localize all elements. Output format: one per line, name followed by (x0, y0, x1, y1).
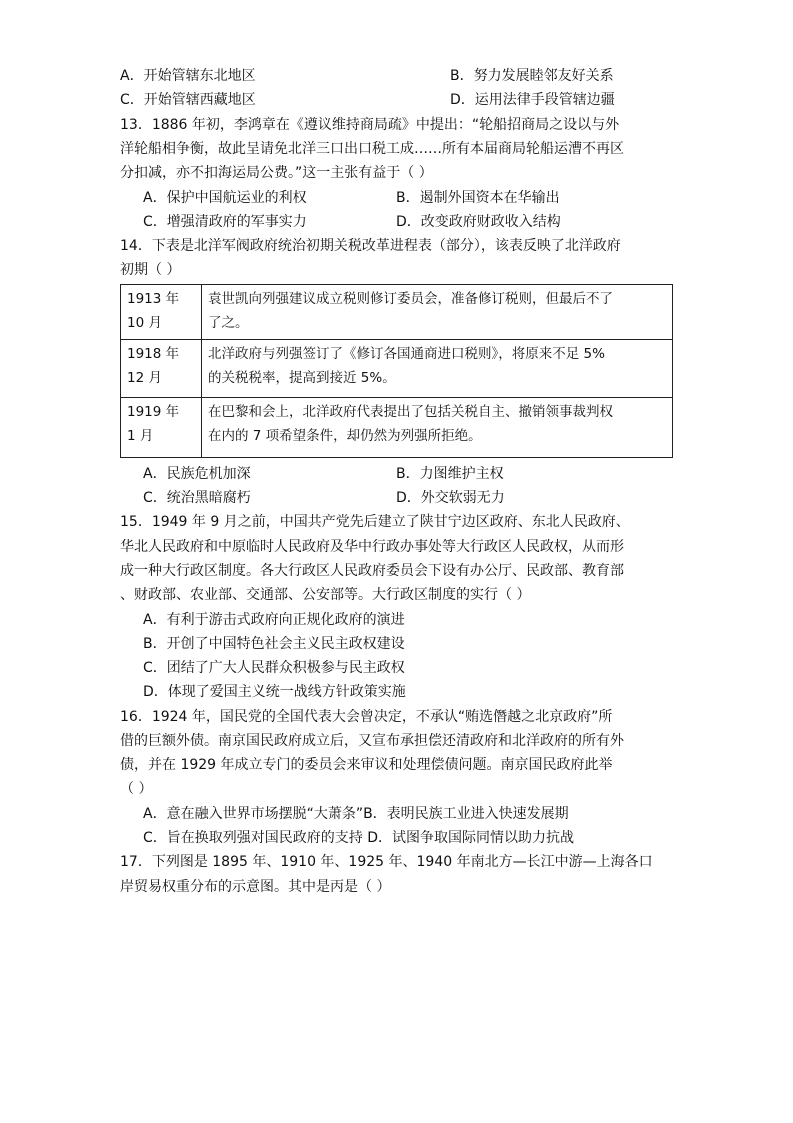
q17-stem-line-1: 17．下列图是 1895 年、1910 年、1925 年、1940 年南北方—长江中游—上海各口 (120, 854, 653, 870)
q16-options-ab: A．意在融入世界市场摆脱“大萧条”B．表明民族工业进入快速发展期 (143, 806, 569, 822)
q13-option-c: C．增强清政府的军事实力 (143, 214, 307, 230)
q15-stem-line-4: 、财政部、农业部、交通部、公安部等。大行政区制度的实行（ ） (120, 587, 531, 603)
q16-stem-line-3: 债，并在 1929 年成立专门的委员会来审议和处理偿债问题。南京国民政府此举 (120, 757, 613, 773)
q14-option-c: C．统治黑暗腐朽 (143, 490, 251, 506)
q12-option-c: C．开始管辖西藏地区 (120, 92, 256, 108)
q12-option-b: B．努力发展睦邻友好关系 (450, 68, 614, 84)
q16-stem-line-2: 借的巨额外债。南京国民政府成立后，又宣布承担偿还清政府和北洋政府的所有外 (120, 733, 624, 749)
table-date-cell: 1913 年 10 月 (121, 285, 202, 340)
q13-stem-line-1: 13．1886 年初，李鸿章在《遵议维持商局疏》中提出：“轮船招商局之设以与外 (120, 117, 620, 133)
q16-stem-line-4: （ ） (120, 781, 153, 797)
q13-stem-line-3: 分扣减，亦不扣海运局公费。”这一主张有益于（ ） (120, 165, 433, 181)
q14-stem-line-1: 14．下表是北洋军阀政府统治初期关税改革进程表（部分），该表反映了北洋政府 (120, 238, 621, 254)
q14-option-d: D．外交软弱无力 (396, 490, 505, 506)
q14-option-b: B．力图维护主权 (396, 466, 504, 482)
table-date-cell: 1918 年 12 月 (121, 340, 202, 398)
table-row (121, 398, 673, 458)
q13-stem-line-2: 洋轮船相争衡，故此呈请免北洋三口出口税工成……所有本届商局轮船运漕不再区 (120, 141, 624, 157)
table-event-cell: 袁世凯向列强建议成立税则修订委员会，准备修订税则，但最后不了 了之。 (202, 285, 673, 340)
q15-option-d: D．体现了爱国主义统一战线方针政策实施 (143, 684, 406, 700)
q12-option-d: D．运用法律手段管辖边疆 (450, 92, 615, 108)
table-row (121, 285, 673, 340)
q15-option-c: C．团结了广大人民群众积极参与民主政权 (143, 660, 405, 676)
table-row (121, 340, 673, 398)
table-event-cell: 北洋政府与列强签订了《修订各国通商进口税则》，将原来不足 5% 的关税税率，提高到接近 5%。 (202, 340, 673, 398)
q15-option-b: B．开创了中国特色社会主义民主政权建设 (143, 636, 405, 652)
q17-stem-line-2: 岸贸易权重分布的示意图。其中是丙是（ ） (120, 879, 391, 895)
q15-stem-line-3: 成一种大行政区制度。各大行政区人民政府委员会下设有办公厅、民政部、教育部 (120, 563, 624, 579)
q14-stem-line-2: 初期（ ） (120, 262, 181, 278)
q16-stem-line-1: 16．1924 年，国民党的全国代表大会曾决定，不承认“贿选僭越之北京政府”所 (120, 709, 613, 725)
q14-tariff-table (120, 284, 673, 458)
q14-option-a: A．民族危机加深 (143, 466, 251, 482)
q16-options-cd: C．旨在换取列强对国民政府的支持 D．试图争取国际同情以助力抗战 (143, 830, 575, 846)
q13-option-a: A．保护中国航运业的利权 (143, 190, 307, 206)
q13-option-d: D．改变政府财政收入结构 (396, 214, 561, 230)
q12-option-a: A．开始管辖东北地区 (120, 68, 256, 84)
q15-stem-line-2: 华北人民政府和中原临时人民政府及华中行政办事处等大行政区人民政权，从而形 (120, 539, 624, 555)
q15-stem-line-1: 15．1949 年 9 月之前，中国共产党先后建立了陕甘宁边区政府、东北人民政府、 (120, 514, 630, 530)
table-date-cell: 1919 年 1 月 (121, 398, 202, 458)
q15-option-a: A．有利于游击式政府向正规化政府的演进 (143, 612, 405, 628)
q13-option-b: B．遏制外国资本在华输出 (396, 190, 560, 206)
table-event-cell: 在巴黎和会上，北洋政府代表提出了包括关税自主、撤销领事裁判权 在内的 7 项希望条件，却仍然为列强所拒绝。 (202, 398, 673, 458)
